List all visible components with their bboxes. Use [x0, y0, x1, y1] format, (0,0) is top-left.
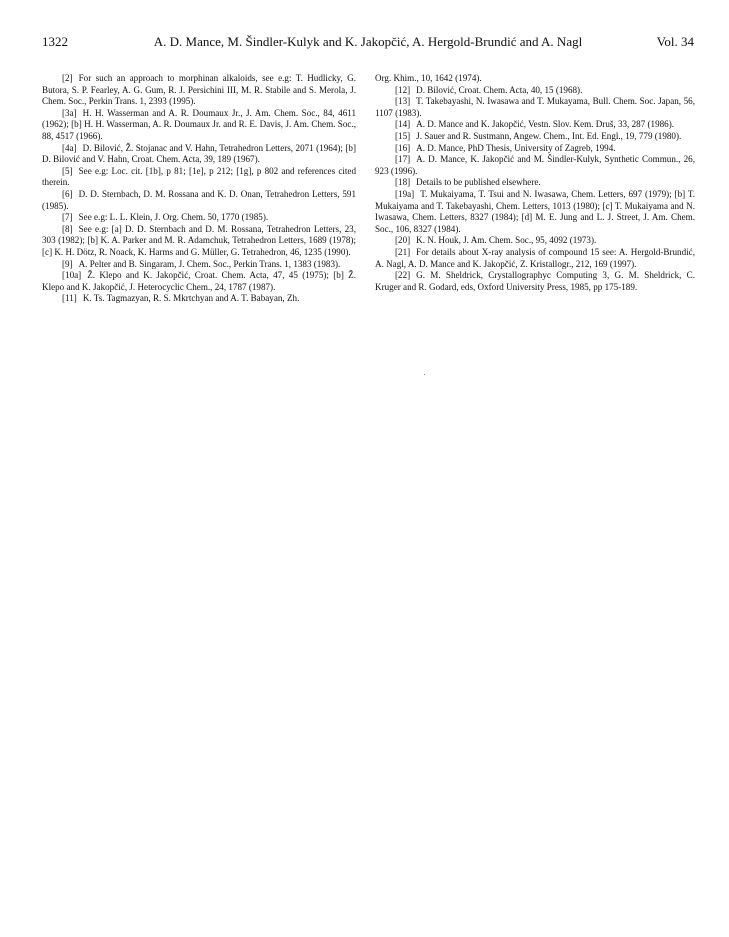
- running-authors: A. D. Mance, M. Šindler-Kulyk and K. Jakopčić, A. Hergold-Brundić and A. Nagl: [153, 34, 583, 49]
- reference-item: [13] T. Takebayashi, N. Iwasawa and T. Mukayama, Bull. Chem. Soc. Japan, 56, 1107 (1983).: [375, 96, 695, 118]
- volume-label: Vol. 34: [656, 34, 694, 49]
- reference-item: [21] For details about X-ray analysis of compound 15 see: A. Hergold-Brundić, A. Nagl, A. D. Mance and K. Jakopčić, Z. Kristallogr., 212, 169 (1997).: [375, 246, 695, 269]
- reference-item: [11] K. Ts. Tagmazyan, R. S. Mkrtchyan and A. T. Babayan, Zh.: [62, 293, 300, 304]
- reference-item: [5] See e.g: Loc. cit. [1b], p 81; [1e], p 212; [1g], p 802 and references cited therein.: [42, 165, 356, 188]
- reference-item: [4a] D. Bilović, Ž. Stojanac and V. Hahn, Tetrahedron Letters, 2071 (1964); [b] D. Bilović and V. Hahn, Croat. Chem. Acta, 39, 189 (1967).: [42, 142, 356, 165]
- reference-item: [3a] H. H. Wasserman and A. R. Doumaux Jr., J. Am. Chem. Soc., 84, 4611 (1962); [b] H. H. Wasserman, A. R. Doumaux Jr. and R. E. Davis, J. Am. Chem. Soc., 88, 4517 (1966).: [42, 107, 356, 141]
- reference-continuation: Org. Khim., 10, 1642 (1974).: [375, 73, 482, 83]
- reference-item: [9] A. Pelter and B. Singaram, J. Chem. Soc., Perkin Trans. 1, 1383 (1983).: [62, 258, 341, 269]
- reference-item: [20] K. N. Houk, J. Am. Chem. Soc., 95, 4092 (1973).: [395, 235, 597, 246]
- reference-item: [12] D. Bilović, Croat. Chem. Acta, 40, 15 (1968).: [395, 84, 583, 95]
- page-number: 1322: [42, 34, 68, 49]
- reference-item: [10a] Ž. Klepo and K. Jakopčić, Croat. Chem. Acta, 47, 45 (1975); [b] Ž. Klepo and K. Jakopčić, J. Heterocyclic Chem., 24, 1787 (1987).: [42, 270, 356, 292]
- reference-item: [14] A. D. Mance and K. Jakopčić, Vestn. Slov. Kem. Druš, 33, 287 (1986).: [395, 119, 675, 130]
- reference-item: [7] See e.g: L. L. Klein, J. Org. Chem. 50, 1770 (1985).: [62, 212, 269, 223]
- references-right-column: [375, 73, 695, 293]
- reference-item: [17] A. D. Mance, K. Jakopčić and M. Šindler-Kulyk, Synthetic Commun., 26, 923 (1996).: [375, 154, 695, 176]
- reference-item: [18] Details to be published elsewhere.: [395, 177, 541, 188]
- reference-item: [8] See e.g: [a] D. D. Sternbach and D. M. Rossana, Tetrahedron Letters, 23, 303 (1982); [b] K. A. Parker and M. R. Adamchuk, Tetrahedron Letters, 1689 (1978); [c] K. H. Dötz, R. Noack, K. Harms and G. Müller, G. Tetrahedron, 46, 1235 (1990).: [42, 223, 356, 257]
- reference-item: [2] For such an approach to morphinan alkaloids, see e.g: T. Hudlicky, G. Butora, S. P. Fearley, A. G. Gum, R. J. Persichini III, M. R. Stabile and S. Merola, J. Chem. Soc., Perkin Trans. 1, 2393 (1995).: [42, 73, 356, 107]
- reference-item: [16] A. D. Mance, PhD Thesis, University of Zagreb, 1994.: [395, 142, 616, 153]
- reference-item: [19a] T. Mukaiyama, T. Tsui and N. Iwasawa, Chem. Letters, 697 (1979); [b] T. Mukaiyama and T. Takebayashi, Chem. Letters, 1013 (1980); [c] T. Mukaiyama and N. Iwasawa, Chem. Letters, 8327 (1984); [d] M. E. Jung and L. J. Street, J. Am. Chem. Soc., 106, 8327 (1984).: [375, 188, 695, 234]
- references-left-column: [42, 73, 356, 305]
- reference-item: [22] G. M. Sheldrick, Crystallographyc Computing 3, G. M. Sheldrick, C. Kruger and R. Godard, eds, Oxford University Press, 1985, pp 175-189.: [375, 270, 695, 292]
- reference-item: [6] D. D. Sternbach, D. M. Rossana and K. D. Onan, Tetrahedron Letters, 591 (1985).: [42, 188, 356, 211]
- scan-speck: [424, 374, 425, 375]
- page-header: [42, 34, 694, 52]
- reference-item: [15] J. Sauer and R. Sustmann, Angew. Chem., Int. Ed. Engl., 19, 779 (1980).: [395, 130, 682, 141]
